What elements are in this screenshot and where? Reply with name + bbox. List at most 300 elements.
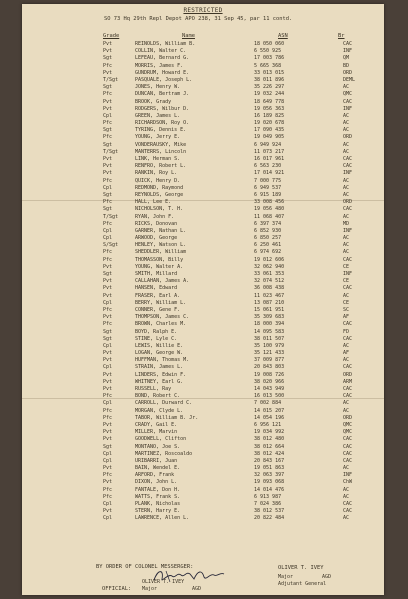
row-name: VONDERAUSKY, Mike <box>135 141 187 148</box>
row-grade: Pfc <box>103 91 113 98</box>
table-row <box>22 429 384 436</box>
table-row <box>22 84 384 91</box>
row-asn: 38 012 424 <box>254 450 285 457</box>
row-grade: Pfc <box>103 62 113 69</box>
row-grade: Pvt <box>103 357 113 364</box>
row-asn: 14 014 476 <box>254 486 285 493</box>
row-name: FRASER, Earl A. <box>135 292 181 299</box>
row-branch: AC <box>343 127 350 134</box>
row-branch: INF <box>343 170 353 177</box>
table-row <box>22 48 384 55</box>
row-branch: CAC <box>343 156 353 162</box>
column-header-asn: ASN <box>278 33 288 39</box>
row-grade: Pvt <box>103 163 113 170</box>
row-asn: 35 121 433 <box>254 350 285 357</box>
row-branch: INF <box>343 227 353 234</box>
row-name: MONTANO, Joe S. <box>135 443 181 450</box>
row-asn: 18 050 060 <box>254 41 285 47</box>
row-asn: 32 074 512 <box>254 278 285 285</box>
row-grade: Cpl <box>103 450 113 457</box>
row-name: THOMASSON, Billy <box>135 256 184 263</box>
row-asn: 19 012 606 <box>254 256 285 263</box>
row-branch: AC <box>343 177 350 184</box>
table-row <box>22 508 384 515</box>
row-grade: Cpl <box>103 227 113 234</box>
row-asn: 20 822 484 <box>254 515 285 522</box>
table-row <box>22 350 384 357</box>
table-row <box>22 249 384 256</box>
order-reference: SO 73 Hq 29th Repl Depot APO 238, 31 Sep 45, par 11 contd. <box>104 16 293 22</box>
row-grade: Pfc <box>103 256 113 263</box>
row-asn: 38 012 664 <box>254 443 285 450</box>
row-asn: 38 020 966 <box>254 378 285 385</box>
row-grade: Pvt <box>103 278 113 285</box>
column-header-grade: Grade <box>103 33 120 39</box>
row-asn: 6 956 121 <box>254 421 282 428</box>
row-asn: 19 032 244 <box>254 91 285 98</box>
table-row <box>22 264 384 271</box>
table-row <box>22 134 384 141</box>
row-name: PASQUALE, Joseph L. <box>135 76 193 83</box>
row-name: RENFRO, Robert L. <box>135 163 187 170</box>
row-asn: 16 013 500 <box>254 393 285 400</box>
row-branch: AF <box>343 350 350 357</box>
row-asn: 6 949 924 <box>254 141 282 148</box>
row-grade: Pvt <box>103 41 113 47</box>
row-branch: CAC <box>343 285 353 292</box>
table-row <box>22 163 384 170</box>
row-branch: CE <box>343 263 350 270</box>
row-name: PLANK, Nicholas <box>135 501 181 507</box>
row-branch: AC <box>343 184 350 191</box>
row-branch: AC <box>343 235 350 242</box>
row-asn: 19 056 363 <box>254 105 285 112</box>
row-asn: 6 550 925 <box>254 48 282 55</box>
table-row <box>22 436 384 443</box>
row-asn: 6 850 257 <box>254 235 282 242</box>
by-order-line: BY ORDER OF COLONEL MESSERGER: <box>96 564 194 570</box>
row-asn: 18 000 394 <box>254 321 285 328</box>
row-grade: Pvt <box>103 350 113 357</box>
row-branch: AC <box>343 242 350 249</box>
table-row <box>22 199 384 206</box>
row-grade: Pfc <box>103 321 113 328</box>
row-branch: AC <box>343 249 350 256</box>
row-name: CRADY, Gail E. <box>135 421 178 428</box>
row-branch: ARM <box>343 378 353 385</box>
row-grade: Cpl <box>103 457 113 464</box>
row-name: JONES, Henry W. <box>135 84 181 91</box>
table-row <box>22 70 384 77</box>
table-row <box>22 106 384 113</box>
row-grade: Cpl <box>103 299 113 306</box>
row-asn: 11 023 467 <box>254 292 285 299</box>
row-grade: Pfc <box>103 306 113 313</box>
row-name: FANTALE, Don H. <box>135 486 181 493</box>
row-asn: 16 017 961 <box>254 156 285 162</box>
row-name: SMITH, Millard <box>135 271 178 277</box>
row-branch: FD <box>343 328 350 335</box>
row-branch: CAC <box>343 98 353 105</box>
row-name: SHEDDLER, William <box>135 249 187 256</box>
row-branch: ORD <box>343 199 353 206</box>
row-asn: 7 000 775 <box>254 177 282 184</box>
row-grade: Pvt <box>103 263 113 270</box>
row-name: COLLIN, Walter C. <box>135 48 187 55</box>
row-grade: Pvt <box>103 436 113 443</box>
table-row <box>22 307 384 314</box>
row-grade: Pvt <box>103 314 113 321</box>
row-grade: Cpl <box>103 112 113 119</box>
row-grade: Sgt <box>103 271 113 277</box>
table-row <box>22 379 384 386</box>
row-branch: SC <box>343 306 350 313</box>
table-row <box>22 271 384 278</box>
row-branch: CAC <box>343 501 353 507</box>
row-branch: AC <box>343 191 350 198</box>
left-signer-title: AGD <box>192 586 202 592</box>
row-branch: CE <box>343 299 350 306</box>
row-grade: Pfc <box>103 120 113 127</box>
row-name: LEWIS, Willie E. <box>135 342 184 349</box>
row-grade: Pvt <box>103 170 113 177</box>
row-name: MANTERRS, Lincoln <box>135 148 187 155</box>
row-name: BOND, Robert C. <box>135 393 181 400</box>
row-asn: 37 009 877 <box>254 357 285 364</box>
row-name: CALLAHAN, James A. <box>135 278 190 285</box>
row-grade: Cpl <box>103 515 113 522</box>
row-grade: Cpl <box>103 400 113 407</box>
row-asn: 32 062 940 <box>254 263 285 270</box>
row-name: RUSSELL, Ray <box>135 386 172 392</box>
row-asn: 33 008 456 <box>254 199 285 206</box>
table-row <box>22 343 384 350</box>
table-row <box>22 77 384 84</box>
row-name: GUNDRUM, Howard E. <box>135 69 190 76</box>
row-branch: CAC <box>343 508 353 515</box>
table-row <box>22 408 384 415</box>
row-branch: AC <box>343 493 350 500</box>
table-row <box>22 41 384 48</box>
row-grade: T/Sgt <box>103 148 119 155</box>
table-row <box>22 55 384 62</box>
row-asn: 11 073 217 <box>254 148 285 155</box>
table-row <box>22 192 384 199</box>
column-header-name: Name <box>182 33 195 39</box>
row-name: HALL, Lee E. <box>135 199 172 206</box>
table-row <box>22 321 384 328</box>
row-branch: CAC <box>343 206 353 213</box>
right-signer-rank: Major <box>278 574 294 580</box>
row-grade: Pvt <box>103 285 113 292</box>
row-name: ARWOOD, George <box>135 235 178 242</box>
row-branch: ORD <box>343 414 353 421</box>
row-grade: Cpl <box>103 184 113 191</box>
row-grade: Sgt <box>103 191 113 198</box>
table-row <box>22 487 384 494</box>
row-grade: Pvt <box>103 98 113 105</box>
row-name: MORRIS, James F. <box>135 62 184 69</box>
row-grade: Pfc <box>103 486 113 493</box>
row-asn: 14 095 583 <box>254 328 285 335</box>
row-branch: CAC <box>343 457 353 464</box>
row-asn: 35 226 297 <box>254 84 285 91</box>
row-asn: 19 020 678 <box>254 120 285 127</box>
row-name: YOUNG, Walter A. <box>135 263 184 270</box>
row-branch: AC <box>343 357 350 364</box>
row-grade: Sgt <box>103 141 113 148</box>
row-asn: 38 012 537 <box>254 508 285 515</box>
row-name: DIXON, John L. <box>135 479 178 486</box>
row-name: LEFEAU, Bernard G. <box>135 55 190 62</box>
table-row <box>22 113 384 120</box>
row-grade: Pvt <box>103 465 113 472</box>
table-row <box>22 494 384 501</box>
row-branch: CAC <box>343 450 353 457</box>
row-grade: Pfc <box>103 493 113 500</box>
row-grade: Sgt <box>103 328 113 335</box>
row-asn: 15 061 951 <box>254 306 285 313</box>
row-asn: 7 024 386 <box>254 501 282 507</box>
table-row <box>22 386 384 393</box>
table-row <box>22 393 384 400</box>
table-row <box>22 257 384 264</box>
row-asn: 19 049 905 <box>254 134 285 141</box>
table-row <box>22 458 384 465</box>
row-name: BROWN, Charles M. <box>135 321 187 328</box>
row-name: STINE, Lyle C. <box>135 335 178 342</box>
row-name: LINK, Herman S. <box>135 156 181 162</box>
row-branch: AC <box>343 112 350 119</box>
row-grade: Pvt <box>103 429 113 436</box>
row-grade: Pvt <box>103 371 113 378</box>
left-signer-name: OLIVER T. IVEY <box>142 579 185 585</box>
row-name: HENLEY, Watson L. <box>135 242 187 249</box>
row-branch: CAC <box>343 443 353 450</box>
table-row <box>22 120 384 127</box>
row-name: RICHARDSON, Roy O. <box>135 120 190 127</box>
right-signer-name: OLIVER T. IVEY <box>278 565 324 571</box>
row-asn: 6 852 930 <box>254 227 282 234</box>
row-asn: 19 034 992 <box>254 429 285 436</box>
row-branch: MD <box>343 220 350 227</box>
row-grade: Pvt <box>103 292 113 299</box>
table-row <box>22 178 384 185</box>
row-branch: AC <box>343 342 350 349</box>
row-name: GARNER, Nathan L. <box>135 227 187 234</box>
row-grade: Pfc <box>103 249 113 256</box>
row-asn: 33 061 353 <box>254 271 285 277</box>
row-name: RODGERS, Wilbur D. <box>135 105 190 112</box>
table-row <box>22 357 384 364</box>
table-row <box>22 293 384 300</box>
table-row <box>22 400 384 407</box>
table-row <box>22 278 384 285</box>
row-asn: 19 093 068 <box>254 479 285 486</box>
row-name: RICKS, Donovan <box>135 220 178 227</box>
row-asn: 20 843 803 <box>254 364 285 371</box>
row-grade: Cpl <box>103 235 113 242</box>
table-row <box>22 228 384 235</box>
row-grade: Cpl <box>103 364 113 371</box>
document-sheet <box>22 4 384 595</box>
table-row <box>22 479 384 486</box>
row-asn: 6 974 692 <box>254 249 282 256</box>
row-asn: 38 011 896 <box>254 76 285 83</box>
table-row <box>22 501 384 508</box>
row-asn: 33 013 015 <box>254 69 285 76</box>
row-grade: Pvt <box>103 479 113 486</box>
row-branch: CAC <box>343 256 353 263</box>
row-branch: AC <box>343 292 350 299</box>
row-branch: AC <box>343 213 350 220</box>
row-grade: Sgt <box>103 55 113 62</box>
row-grade: Pfc <box>103 134 113 141</box>
row-name: BERRY, William L. <box>135 299 187 306</box>
row-branch: INF <box>343 472 353 479</box>
row-asn: 6 563 230 <box>254 163 282 170</box>
right-signer-title: Adjutant General <box>278 581 327 587</box>
row-name: BAIN, Wendel E. <box>135 465 181 472</box>
row-branch: BD <box>343 62 350 69</box>
row-branch: AC <box>343 486 350 493</box>
row-branch: QMC <box>343 91 353 98</box>
row-grade: Cpl <box>103 342 113 349</box>
row-name: RYAN, John F. <box>135 213 175 220</box>
row-grade: Cpl <box>103 501 113 507</box>
table-row <box>22 99 384 106</box>
row-name: REINOLDS, William B. <box>135 41 196 47</box>
official-label: OFFICIAL: <box>102 586 132 592</box>
row-name: TYRING, Dennis E. <box>135 127 187 134</box>
row-branch: INF <box>343 105 353 112</box>
row-name: YOUNG, Jerry E. <box>135 134 181 141</box>
row-asn: 5 665 368 <box>254 62 282 69</box>
row-grade: Pvt <box>103 48 113 55</box>
row-asn: 38 011 507 <box>254 335 285 342</box>
table-row <box>22 235 384 242</box>
row-name: DUNCAN, Bertram J. <box>135 91 190 98</box>
row-asn: 19 056 480 <box>254 206 285 213</box>
row-branch: ORD <box>343 134 353 141</box>
personnel-roster <box>22 41 384 523</box>
row-name: GOODWELL, Clifton <box>135 436 187 443</box>
row-name: REDMOND, Raymond <box>135 184 184 191</box>
row-grade: Pvt <box>103 421 113 428</box>
row-grade: Pfc <box>103 177 113 184</box>
table-row <box>22 444 384 451</box>
row-branch: ORD <box>343 69 353 76</box>
row-branch: AC <box>343 141 350 148</box>
row-name: HANSEN, Edward <box>135 285 178 292</box>
row-asn: 32 063 397 <box>254 472 285 479</box>
table-row <box>22 127 384 134</box>
row-name: THOMPSON, James C. <box>135 314 190 321</box>
row-name: CARROLL, Durward C. <box>135 400 193 407</box>
row-asn: 36 008 438 <box>254 285 285 292</box>
row-asn: 13 087 210 <box>254 299 285 306</box>
row-name: RANKIN, Roy L. <box>135 170 178 177</box>
right-signer-short-title: AGD <box>322 574 332 580</box>
row-branch: QMC <box>343 421 353 428</box>
row-name: WHITNEY, Earl G. <box>135 378 184 385</box>
row-name: STERN, Harry E. <box>135 508 181 515</box>
row-grade: Pfc <box>103 220 113 227</box>
table-row <box>22 300 384 307</box>
row-grade: Pvt <box>103 378 113 385</box>
row-asn: 35 100 979 <box>254 342 285 349</box>
row-name: LINDERS, Edwin F. <box>135 371 187 378</box>
row-name: QUICK, Henry D. <box>135 177 181 184</box>
table-row <box>22 170 384 177</box>
row-asn: 19 008 726 <box>254 371 285 378</box>
row-asn: 38 012 480 <box>254 436 285 443</box>
row-asn: 14 054 196 <box>254 414 285 421</box>
row-asn: 6 913 987 <box>254 493 282 500</box>
row-grade: Pfc <box>103 393 113 400</box>
row-branch: INF <box>343 271 353 277</box>
row-asn: 17 003 786 <box>254 55 285 62</box>
row-grade: Pvt <box>103 508 113 515</box>
table-row <box>22 465 384 472</box>
row-branch: AC <box>343 515 350 522</box>
table-row <box>22 372 384 379</box>
row-asn: 18 649 778 <box>254 98 285 105</box>
row-name: MARTINEZ, Roscoaldo <box>135 450 193 457</box>
row-asn: 17 090 435 <box>254 127 285 134</box>
row-grade: Pvt <box>103 386 113 392</box>
row-branch: CAC <box>343 364 353 371</box>
row-grade: Sgt <box>103 335 113 342</box>
table-row <box>22 336 384 343</box>
table-row <box>22 63 384 70</box>
row-asn: 11 068 407 <box>254 213 285 220</box>
row-name: GREEN, James L. <box>135 112 181 119</box>
table-row <box>22 472 384 479</box>
row-branch: AC <box>343 84 350 91</box>
left-signer-rank: Major <box>142 586 158 592</box>
row-name: WATTS, Frank S. <box>135 493 181 500</box>
row-asn: 35 309 683 <box>254 314 285 321</box>
row-name: TABOR, William B. Jr. <box>135 414 199 421</box>
row-name: BROOK, Grady <box>135 98 172 105</box>
row-asn: 6 949 537 <box>254 184 282 191</box>
row-name: MILLER, Marvin <box>135 429 178 436</box>
row-branch: AC <box>343 148 350 155</box>
row-grade: Pvt <box>103 105 113 112</box>
row-asn: 20 843 167 <box>254 457 285 464</box>
row-asn: 7 002 884 <box>254 400 282 407</box>
table-row <box>22 415 384 422</box>
row-grade: T/Sgt <box>103 213 119 220</box>
table-row <box>22 185 384 192</box>
row-branch: AC <box>343 407 350 414</box>
table-row <box>22 451 384 458</box>
row-asn: 14 015 207 <box>254 407 285 414</box>
table-row <box>22 242 384 249</box>
row-branch: CAC <box>343 393 353 400</box>
row-branch: AC <box>343 465 350 472</box>
row-branch: ORD <box>343 371 353 378</box>
row-asn: 14 043 949 <box>254 386 285 392</box>
table-row <box>22 149 384 156</box>
row-branch: CAC <box>343 335 353 342</box>
row-grade: Pvt <box>103 156 113 162</box>
row-branch: ChW <box>343 479 353 486</box>
row-branch: AC <box>343 400 350 407</box>
table-row <box>22 515 384 522</box>
row-grade: Pfc <box>103 407 113 414</box>
